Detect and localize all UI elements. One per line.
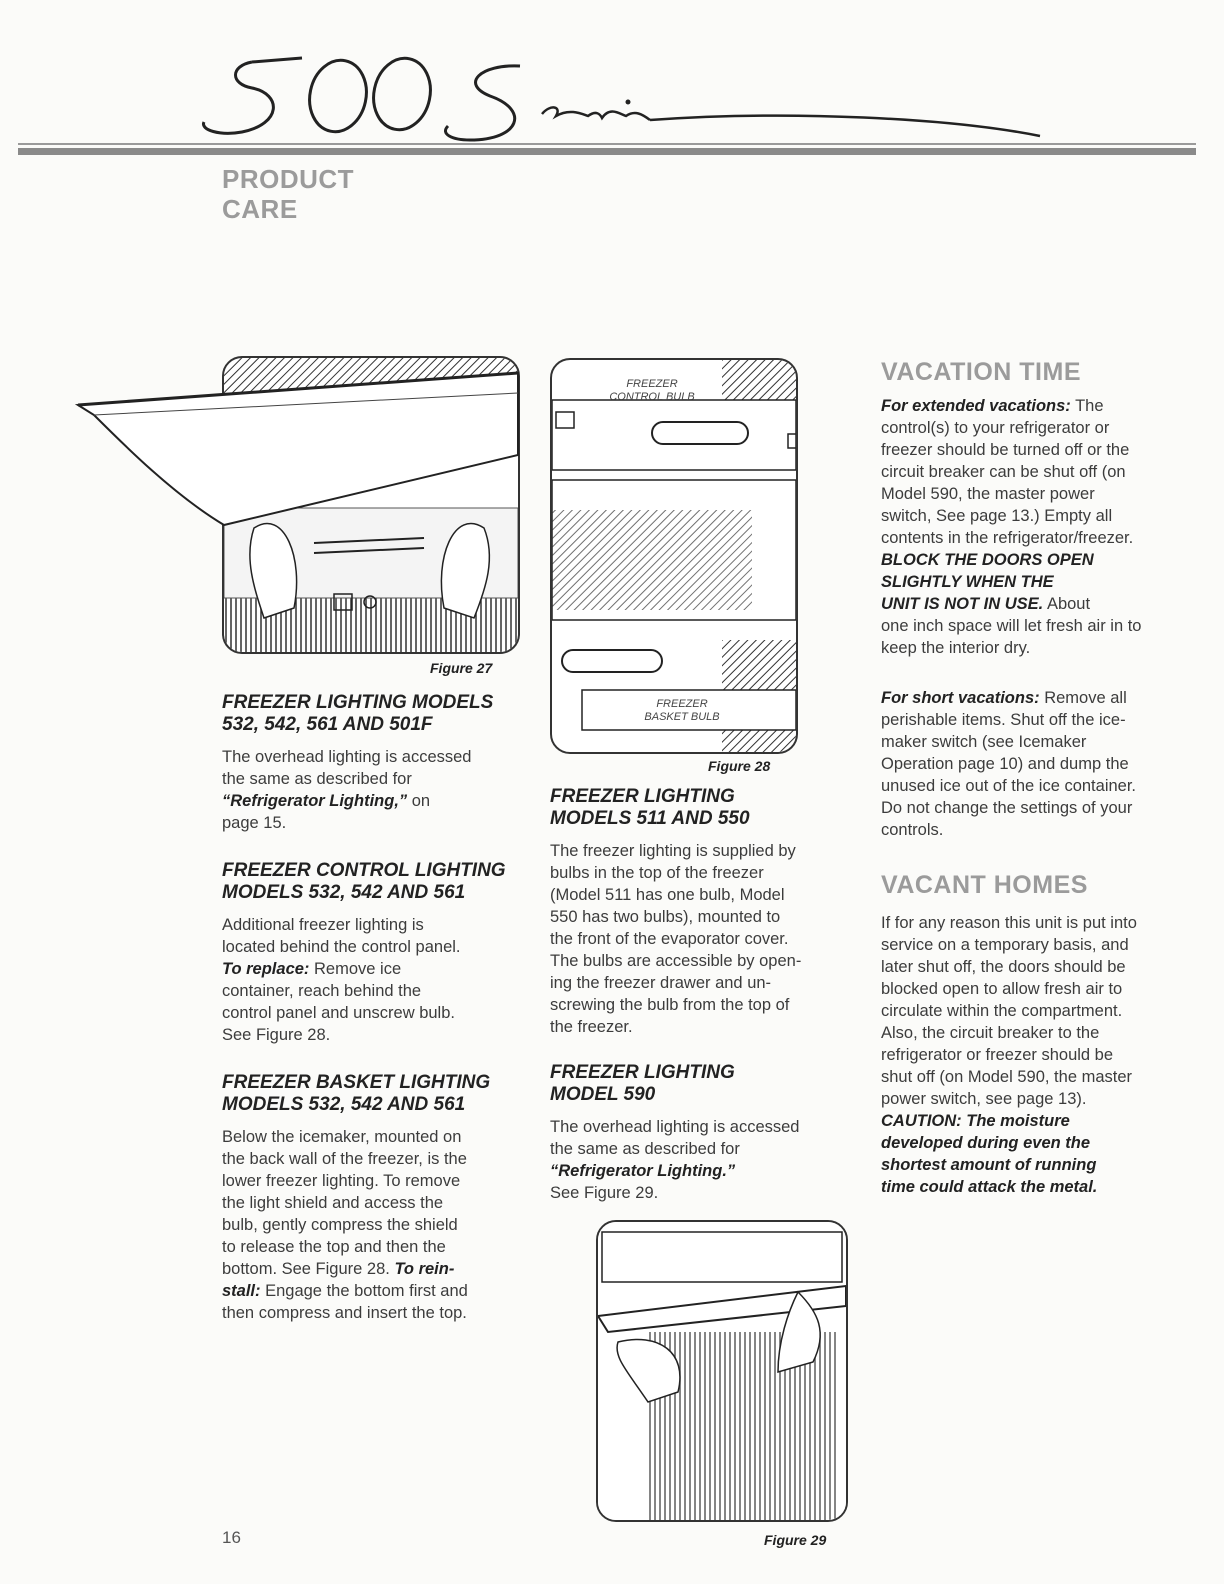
emphasis-line: BLOCK THE DOORS OPEN [881,551,1094,569]
body-line: power switch, see page 13). [881,1090,1087,1108]
body-line: (Model 511 has one bulb, Model [550,886,785,904]
body-line: the back wall of the freezer, is the [222,1150,467,1168]
body-line: Model 590, the master power [881,485,1095,503]
section-freezer-lighting-590 [550,1062,850,1204]
body-line: Also, the circuit breaker to the [881,1024,1100,1042]
body-line: unused ice out of the ice container. [881,777,1137,795]
body-line [222,958,522,980]
body-text: Engage the bottom first and [260,1282,468,1300]
section-freezer-control-lighting [222,860,522,1046]
body-line: maker switch (see Icemaker [881,733,1087,751]
body-line: the front of the evaporator cover. [550,930,789,948]
body-line: See Figure 29. [550,1184,659,1202]
caution-line: shortest amount of running [881,1156,1097,1174]
heading-line: MODELS 532, 542 AND 561 [222,1094,466,1115]
body-line: Operation page 10) and dump the [881,755,1129,773]
caution-line: CAUTION: The moisture [881,1112,1070,1130]
figure-29-illustration [596,1220,848,1522]
column-2 [550,786,850,1204]
section-freezer-basket-lighting [222,1072,522,1324]
body-line: control(s) to your refrigerator or [881,419,1110,437]
body-line: Additional freezer lighting is [222,916,424,934]
body-line: Do not change the settings of your [881,799,1133,817]
emphasis-text: To replace: [222,960,310,978]
page-number: 16 [222,1528,241,1547]
body-line: shut off (on Model 590, the master [881,1068,1133,1086]
ref-text: “Refrigerator Lighting.” [550,1162,736,1180]
section-vacant-homes [881,871,1191,1198]
vacation-time-title: VACATION TIME [881,358,1082,386]
body-line: to release the top and then the [222,1238,446,1256]
body-line: The bulbs are accessible by open- [550,952,802,970]
body-line: refrigerator or freezer should be [881,1046,1114,1064]
body-line: container, reach behind the [222,982,422,1000]
body-line: control panel and unscrew bulb. [222,1004,455,1022]
emphasis-text: stall: [222,1282,261,1300]
heading-line: FREEZER LIGHTING MODELS [222,692,494,713]
heading-line: MODEL 590 [550,1084,656,1105]
body-line: the same as described for [222,770,412,788]
heading-line: MODELS 511 AND 550 [550,808,750,829]
heading-line: FREEZER LIGHTING [550,1062,735,1083]
heading-line: FREEZER LIGHTING [550,786,735,807]
emphasis-text: For short vacations: [881,689,1040,707]
caution-line: developed during even the [881,1134,1091,1152]
figure-28-label-bottom-1: FREEZER [656,698,708,710]
body-line: blocked open to allow fresh air to [881,980,1123,998]
body-text: bottom. See Figure 28. [222,1260,395,1278]
body-line: The freezer lighting is supplied by [550,842,796,860]
emphasis-text: For extended vacations: [881,397,1071,415]
body-text: Remove all [1039,689,1127,707]
body-line: bulbs in the top of the freezer [550,864,764,882]
body-text: Remove ice [309,960,402,978]
figure-28-caption: Figure 28 [708,758,771,774]
body-line: then compress and insert the top. [222,1304,467,1322]
body-line: circulate within the compartment. [881,1002,1123,1020]
body-line [881,593,1191,615]
body-line [222,1258,522,1280]
body-line: page 15. [222,814,287,832]
emphasis-line: SLIGHTLY WHEN THE [881,573,1054,591]
heading-line: FREEZER BASKET LIGHTING [222,1072,491,1093]
series-logo [190,44,1060,149]
section-freezer-lighting-511-550 [550,786,850,1038]
figure-27-shield [74,365,520,529]
caution-line: time could attack the metal. [881,1178,1098,1196]
header-rule [18,148,1196,155]
body-line: screwing the bulb from the top of [550,996,790,1014]
column-3 [881,358,1191,1198]
body-line: The overhead lighting is accessed [222,748,472,766]
heading-line: 532, 542, 561 AND 501F [222,714,433,735]
body-line: switch, See page 13.) Empty all [881,507,1113,525]
body-text: The [1070,397,1104,415]
body-line: contents in the refrigerator/freezer. [881,529,1134,547]
figure-28-illustration [550,358,798,754]
section-label-line1: PRODUCT [222,164,355,194]
body-line: ing the freezer drawer and un- [550,974,772,992]
figure-28-label-top-1: FREEZER [626,378,678,390]
figure-29-caption: Figure 29 [764,1532,827,1548]
body-line: Below the icemaker, mounted on [222,1128,462,1146]
body-line: the same as described for [550,1140,740,1158]
body-line: service on a temporary basis, and [881,936,1129,954]
body-line: The overhead lighting is accessed [550,1118,800,1136]
body-line: lower freezer lighting. To remove [222,1172,461,1190]
header-rule-thin [18,143,1196,145]
body-line: keep the interior dry. [881,639,1031,657]
body-line: freezer should be turned off or the [881,441,1130,459]
body-line [222,790,522,812]
body-line: controls. [881,821,944,839]
body-line [881,687,1191,709]
emphasis-text: To rein- [394,1260,455,1278]
body-line [881,395,1191,417]
emphasis-text: UNIT IS NOT IN USE. [881,595,1044,613]
section-label [222,164,354,224]
figure-28-label-top-2: CONTROL BULB [609,391,695,403]
body-line: one inch space will let fresh air in to [881,617,1142,635]
body-line: the light shield and access the [222,1194,444,1212]
body-line [222,1280,522,1302]
ref-text: “Refrigerator Lighting,” [222,792,408,810]
heading-line: MODELS 532, 542 AND 561 [222,882,466,903]
body-line: If for any reason this unit is put into [881,914,1137,932]
body-line: circuit breaker can be shut off (on [881,463,1126,481]
body-line: later shut off, the doors should be [881,958,1126,976]
body-text: About [1043,595,1091,613]
figure-28-label-bottom-2: BASKET BULB [644,711,720,723]
body-line: See Figure 28. [222,1026,331,1044]
section-vacation-time [881,358,1191,841]
body-line: bulb, gently compress the shield [222,1216,458,1234]
heading-line: FREEZER CONTROL LIGHTING [222,860,506,881]
body-text: on [407,792,431,810]
body-line [550,1160,850,1182]
body-line: the freezer. [550,1018,633,1036]
body-line: 550 has two bulbs), mounted to [550,908,781,926]
vacant-homes-title: VACANT HOMES [881,871,1088,899]
body-line: located behind the control panel. [222,938,461,956]
body-line: perishable items. Shut off the ice- [881,711,1126,729]
section-label-line2: CARE [222,194,298,224]
figure-27-caption: Figure 27 [430,660,493,676]
section-freezer-lighting-501f [222,692,522,834]
column-1 [222,692,522,1324]
